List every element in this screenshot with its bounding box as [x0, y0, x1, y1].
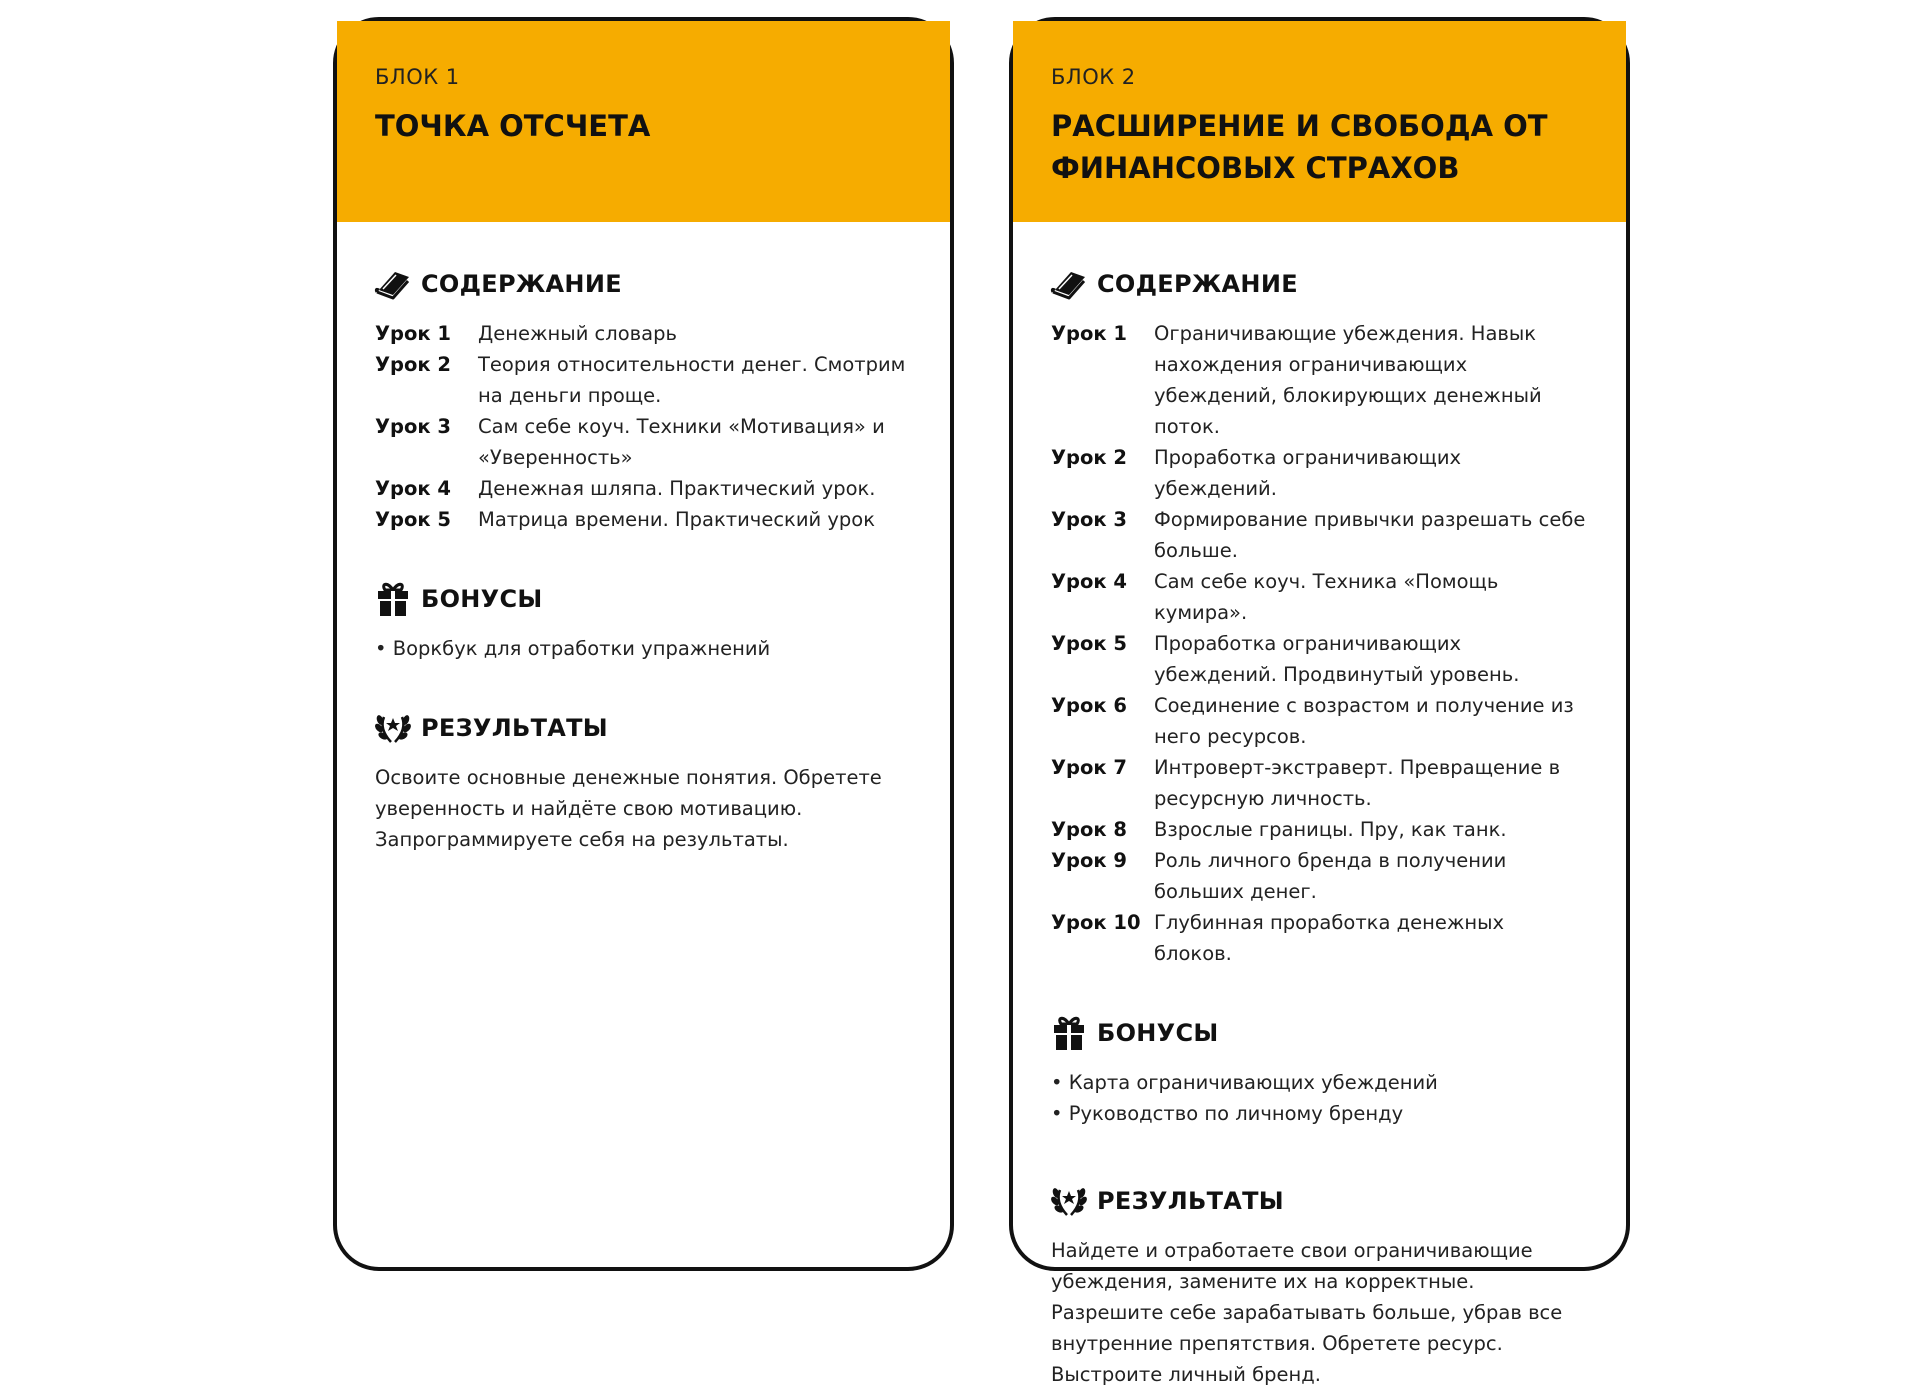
laurel-icon [1051, 1183, 1087, 1219]
lesson-row [1051, 318, 1588, 442]
laurel-icon [375, 710, 411, 746]
block-title: РАСШИРЕНИЕ И СВОБОДА ОТ ФИНАНСОВЫХ СТРАХОВ [1051, 109, 1548, 185]
lesson-row [375, 504, 912, 535]
lesson-title: Соединение с возрастом и получение из него ресурсов. [1154, 694, 1574, 748]
card-body [1013, 222, 1626, 1390]
block-label: БЛОК 1 [375, 65, 460, 89]
bonus-item: • Воркбук для отработки упражнений [375, 633, 912, 664]
card-header [1013, 21, 1626, 222]
lesson-row [375, 411, 912, 473]
lesson-row [1051, 566, 1588, 628]
lesson-row [1051, 690, 1588, 752]
lesson-number: Урок 4 [375, 477, 451, 500]
section-title: СОДЕРЖАНИЕ [421, 270, 622, 298]
results-heading [375, 708, 912, 748]
gift-icon [375, 581, 411, 617]
lesson-number: Урок 2 [375, 353, 451, 376]
gift-icon [1051, 1015, 1087, 1051]
lesson-number: Урок 5 [375, 508, 451, 531]
lesson-title: Глубинная проработка денежных блоков. [1154, 911, 1505, 965]
lesson-number: Урок 1 [375, 322, 451, 345]
lesson-number: Урок 4 [1051, 570, 1127, 593]
lesson-title: Денежный словарь [478, 322, 677, 345]
lesson-title: Матрица времени. Практический урок [478, 508, 875, 531]
block-card-2 [1009, 17, 1630, 1386]
lesson-row [375, 473, 912, 504]
block-label: БЛОК 2 [1051, 65, 1136, 89]
results-text: Освоите основные денежные понятия. Обретете уверенность и найдёте свою мотивацию. Запрограммируете себя на результаты. [375, 766, 882, 851]
section-title: СОДЕРЖАНИЕ [1097, 270, 1298, 298]
bonus-list [1051, 1067, 1588, 1129]
lesson-row [1051, 845, 1588, 907]
section-title: БОНУСЫ [1097, 1019, 1219, 1047]
lesson-title: Проработка ограничивающих убеждений. [1154, 446, 1462, 500]
lesson-row [1051, 814, 1588, 845]
book-icon [375, 266, 411, 302]
lesson-title: Теория относительности денег. Смотрим на деньги проще. [478, 353, 906, 407]
contents-heading [1051, 264, 1588, 304]
section-title: БОНУСЫ [421, 585, 543, 613]
card-body [337, 222, 950, 855]
block-card-1 [333, 17, 954, 1271]
lesson-row [375, 318, 912, 349]
section-title: РЕЗУЛЬТАТЫ [421, 714, 608, 742]
lesson-title: Взрослые границы. Пру, как танк. [1154, 818, 1507, 841]
lesson-title: Ограничивающие убеждения. Навык нахождения ограничивающих убеждений, блокирующих денежный поток. [1154, 322, 1542, 438]
lesson-row [1051, 752, 1588, 814]
lesson-title: Интроверт-экстраверт. Превращение в ресурсную личность. [1154, 756, 1561, 810]
lesson-number: Урок 1 [1051, 322, 1127, 345]
bonus-list [375, 633, 912, 664]
lesson-number: Урок 7 [1051, 756, 1127, 779]
bonus-item: • Карта ограничивающих убеждений [1051, 1067, 1588, 1098]
lesson-title: Сам себе коуч. Техника «Помощь кумира». [1154, 570, 1499, 624]
bonus-item: • Руководство по личному бренду [1051, 1098, 1588, 1129]
lesson-number: Урок 2 [1051, 446, 1127, 469]
lesson-number: Урок 8 [1051, 818, 1127, 841]
lesson-list [1051, 318, 1588, 969]
lesson-list [375, 318, 912, 535]
card-header [337, 21, 950, 222]
results-text: Найдете и отработаете свои ограничивающие убеждения, замените их на корректные. Разрешите себе зарабатывать больше, убрав все внутренние препятствия. Обретете ресурс. Выстроите личный бренд. [1051, 1239, 1563, 1386]
lesson-number: Урок 3 [375, 415, 451, 438]
section-title: РЕЗУЛЬТАТЫ [1097, 1187, 1284, 1215]
lesson-title: Формирование привычки разрешать себе больше. [1154, 508, 1586, 562]
lesson-number: Урок 10 [1051, 911, 1141, 934]
lesson-row [1051, 504, 1588, 566]
lesson-title: Проработка ограничивающих убеждений. Продвинутый уровень. [1154, 632, 1520, 686]
lesson-title: Сам себе коуч. Техники «Мотивация» и «Уверенность» [478, 415, 885, 469]
lesson-title: Роль личного бренда в получении больших денег. [1154, 849, 1507, 903]
lesson-number: Урок 5 [1051, 632, 1127, 655]
lesson-title: Денежная шляпа. Практический урок. [478, 477, 876, 500]
contents-heading [375, 264, 912, 304]
lesson-number: Урок 9 [1051, 849, 1127, 872]
results-heading [1051, 1181, 1588, 1221]
lesson-row [1051, 442, 1588, 504]
bonuses-heading [375, 579, 912, 619]
lesson-row [1051, 628, 1588, 690]
lesson-row [375, 349, 912, 411]
lesson-row [1051, 907, 1588, 969]
bonuses-heading [1051, 1013, 1588, 1053]
book-icon [1051, 266, 1087, 302]
lesson-number: Урок 3 [1051, 508, 1127, 531]
lesson-number: Урок 6 [1051, 694, 1127, 717]
block-title: ТОЧКА ОТСЧЕТА [375, 109, 651, 143]
